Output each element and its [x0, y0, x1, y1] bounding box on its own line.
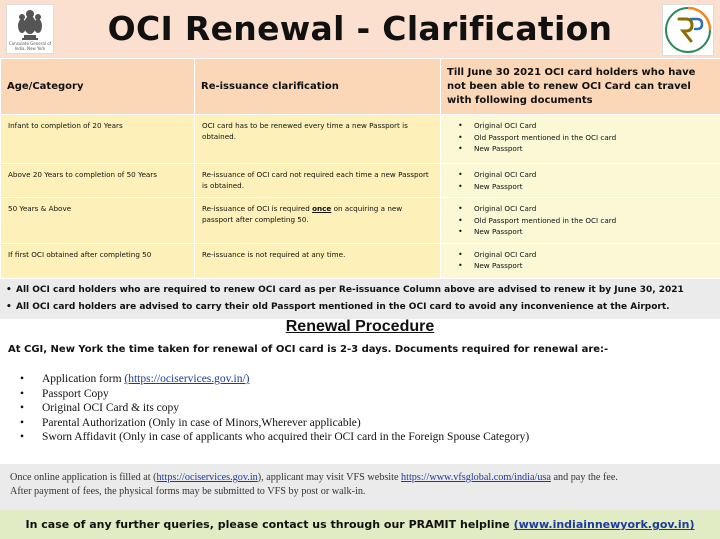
oci-clarification-table	[0, 58, 720, 279]
ociservices-link[interactable]: https://ociservices.gov.in	[156, 472, 258, 483]
swabhimaan-logo	[662, 4, 714, 56]
list-item: • New Passport	[474, 226, 713, 238]
list-item: • New Passport	[474, 143, 713, 155]
document-label: Application form	[42, 373, 125, 385]
clarification-text: on acquiring a new passport after completing 50.	[202, 204, 403, 224]
footer-text: In case of any further queries, please contact us through our PRAMIT helpline	[25, 518, 514, 531]
renewal-intro: At CGI, New York the time taken for renewal of OCI card is 2-3 days. Documents required for renewal are:-	[8, 344, 609, 355]
note-renew-deadline: • All OCI card holders who are required to renew OCI card as per Re-issuance Column above are advised to renew it by June 30, 2021	[6, 282, 714, 299]
renewal-procedure-title: Renewal Procedure	[285, 318, 435, 335]
indiainnewyork-link[interactable]: (www.indiainnewyork.gov.in)	[513, 518, 695, 531]
note-carry-passport: • All OCI card holders are advised to carry their old Passport mentioned in the OCI card to avoid any inconvenience at the Airport.	[6, 299, 714, 316]
cell-clarification: Re-issuance of OCI card not required each time a new Passport is obtained.	[195, 164, 441, 198]
cell-clarification	[195, 198, 441, 244]
emphasis-once: once	[312, 204, 332, 213]
table-row	[1, 115, 720, 164]
list-item: • Original OCI Card & its copy	[20, 401, 529, 416]
list-item: • Original OCI Card	[474, 249, 713, 261]
cell-documents	[441, 164, 720, 198]
advisory-notes	[0, 279, 720, 319]
cell-documents	[441, 115, 720, 164]
clarification-text: Re-issuance of OCI is required	[202, 204, 313, 213]
cell-clarification: Re-issuance is not required at any time.	[195, 243, 441, 278]
cell-clarification: OCI card has to be renewed every time a new Passport is obtained.	[195, 115, 441, 164]
column-header-clarification: Re-issuance clarification	[195, 59, 441, 115]
list-item: • Passport Copy	[20, 387, 529, 402]
cell-documents	[441, 243, 720, 278]
cell-category: If first OCI obtained after completing 50	[1, 243, 195, 278]
header-banner	[0, 0, 720, 58]
online-info-line	[10, 471, 710, 485]
list-item: • Parental Authorization (Only in case of Minors,Wherever applicable)	[20, 416, 529, 431]
list-item: • Old Passport mentioned in the OCI card	[474, 132, 713, 144]
ociservices-link[interactable]: (https://ociservices.gov.in/)	[124, 373, 250, 385]
cell-documents	[441, 198, 720, 244]
online-application-info	[0, 464, 720, 510]
cell-category: Above 20 Years to completion of 50 Years	[1, 164, 195, 198]
online-info-line-2: After payment of fees, the physical forms may be submitted to VFS by post or walk-in.	[10, 486, 366, 497]
page-title: OCI Renewal - Clarification	[107, 9, 613, 48]
table-row	[1, 243, 720, 278]
list-item: • Original OCI Card	[474, 120, 713, 132]
column-header-age: Age/Category	[1, 59, 195, 115]
online-text: ), applicant may visit VFS website	[257, 472, 402, 483]
vfs-global-link[interactable]: https://www.vfsglobal.com/india/usa	[401, 472, 551, 483]
india-emblem-logo	[6, 4, 54, 54]
online-text: Once online application is filled at (	[10, 472, 157, 483]
helpline-footer	[0, 510, 720, 539]
list-item: • Original OCI Card	[474, 203, 713, 215]
list-item	[20, 372, 529, 387]
online-text: and pay the fee.	[550, 472, 618, 483]
emblem-caption: Consulate General of India, New York	[8, 41, 52, 51]
list-item: • Old Passport mentioned in the OCI card	[474, 215, 713, 227]
list-item: • New Passport	[474, 260, 713, 272]
list-item: • Sworn Affidavit (Only in case of applicants who acquired their OCI card in the Foreign Spouse Category)	[20, 430, 529, 445]
list-item: • Original OCI Card	[474, 169, 713, 181]
cell-category: Infant to completion of 20 Years	[1, 115, 195, 164]
list-item: • New Passport	[474, 181, 713, 193]
table-row	[1, 164, 720, 198]
table-row	[1, 198, 720, 244]
column-header-documents: Till June 30 2021 OCI card holders who have not been able to renew OCI Card can travel with following documents	[441, 59, 720, 115]
required-documents-list	[20, 372, 529, 445]
cell-category: 50 Years & Above	[1, 198, 195, 244]
